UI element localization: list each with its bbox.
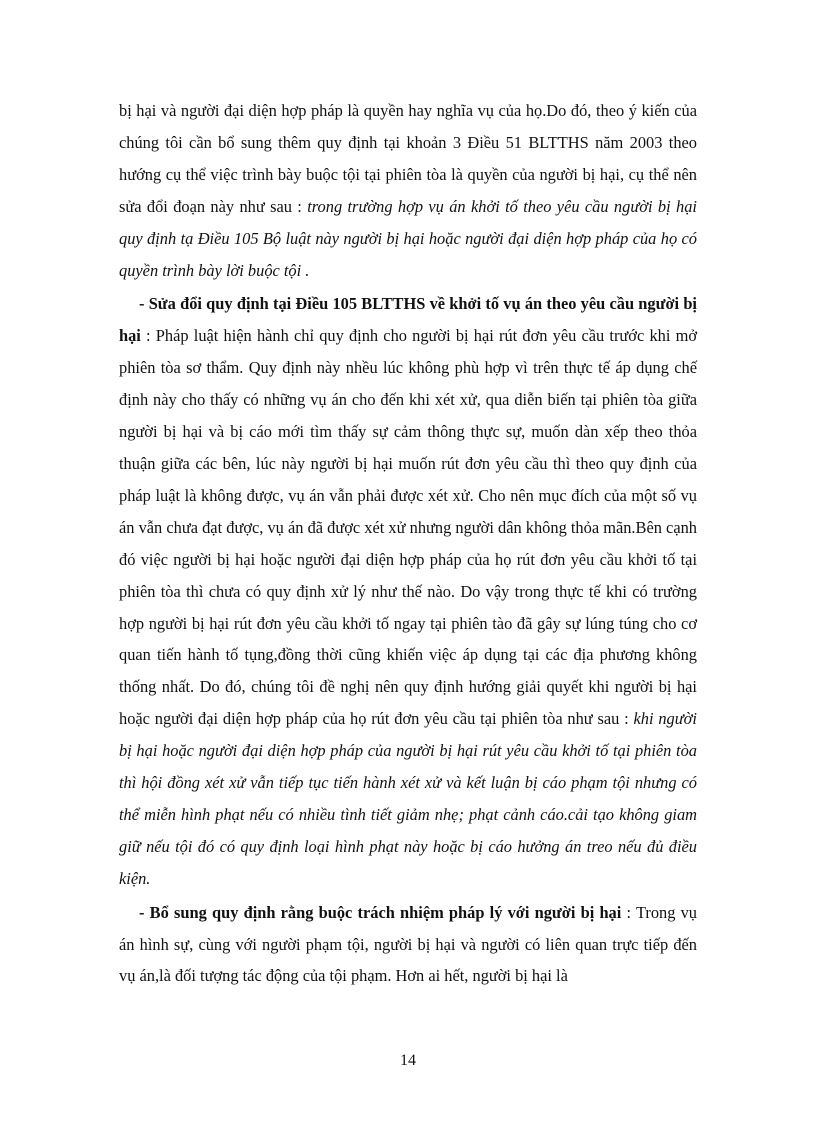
paragraph-2-heading: - Sửa đổi quy định tại Điều 105 BLTTHS về khởi tố vụ án theo yêu cầu người bị hại [119, 294, 697, 346]
paragraph-3 [119, 897, 697, 993]
paragraph-2 [119, 288, 697, 894]
paragraph-1 [119, 95, 697, 286]
page-number: 14 [400, 1052, 416, 1069]
paragraph-1-text: bị hại và người đại diện hợp pháp là quyền hay nghĩa vụ của họ.Do đó, theo ý kiến của chúng tôi cần bổ sung thêm quy định tại khoản 3 Điều 51 BLTTHS năm 2003 theo hướng cụ thể việc trình bày buộc tội tại phiên tòa là quyền của người bị hại, cụ thể nên sửa đổi đoạn này như sau : [119, 101, 697, 216]
document-body [119, 95, 697, 992]
paragraph-2-text: : Pháp luật hiện hành chỉ quy định cho người bị hại rút đơn yêu cầu trước khi mở phiên tòa sơ thẩm. Quy định này nhều lúc không phù hợp vì trên thực tế áp dụng chế định này cho thấy có những vụ án cho đến khi xét xử, qua diễn biến tại phiên tòa giữa người bị hại và bị cáo mới tìm thấy sự cảm thông thực sự, muốn dàn xếp theo thỏa thuận giữa các bên, lúc này người bị hại muốn rút đơn yêu cầu thì theo quy định của pháp luật là không được, vụ án vẫn phải được xét xử. Cho nên mục đích của một số vụ án vẫn chưa đạt được, vụ án đã được xét xử nhưng người dân không thỏa mãn.Bên cạnh đó việc người bị hại hoặc người đại diện hợp pháp của họ rút đơn yêu cầu khởi tố tại phiên tòa thì chưa có quy định xử lý như thế nào. Do vậy trong thực tế khi có trường hợp người bị hại rút đơn yêu cầu khởi tố ngay tại phiên tào đã gây sự lúng túng cho cơ quan tiến hành tố tụng,đồng thời cũng khiến việc áp dụng tại các địa phương không thống nhất. Do đó, chúng tôi đề nghị nên quy định hướng giải quyết khi người bị hại hoặc người đại diện hợp pháp của họ rút đơn yêu cầu tại phiên tòa như sau : [119, 326, 697, 729]
paragraph-1-italic-proposal: trong trường hợp vụ án khởi tố theo yêu cầu người bị hại quy định tạ Điều 105 Bộ luật này người bị hại hoặc người đại diện hợp pháp của họ có quyền trình bày lời buộc tội . [119, 196, 697, 280]
paragraph-3-text: : Trong vụ án hình sự, cùng với người phạm tội, người bị hại và người có liên quan trực tiếp đến vụ án,là đối tượng tác động của tội phạm. Hơn ai hết, người bị hại là [119, 902, 698, 986]
paragraph-3-heading: - Bổ sung quy định rằng buộc trách nhiệm pháp lý với người bị hại [139, 902, 622, 922]
paragraph-2-italic-proposal: khi người bị hại hoặc người đại diện hợp pháp của người bị hại rút yêu cầu khởi tố tại phiên tòa thì hội đồng xét xử vẫn tiếp tục tiến hành xét xử và kết luận bị cáo phạm tội nhưng có thể miễn hình phạt nếu có nhiều tình tiết giảm nhẹ; phạt cảnh cáo.cải tạo không giam giữ nếu tội đó có quy định loại hình phạt này hoặc bị cáo hưởng án treo nếu đủ điều kiện. [119, 709, 697, 888]
